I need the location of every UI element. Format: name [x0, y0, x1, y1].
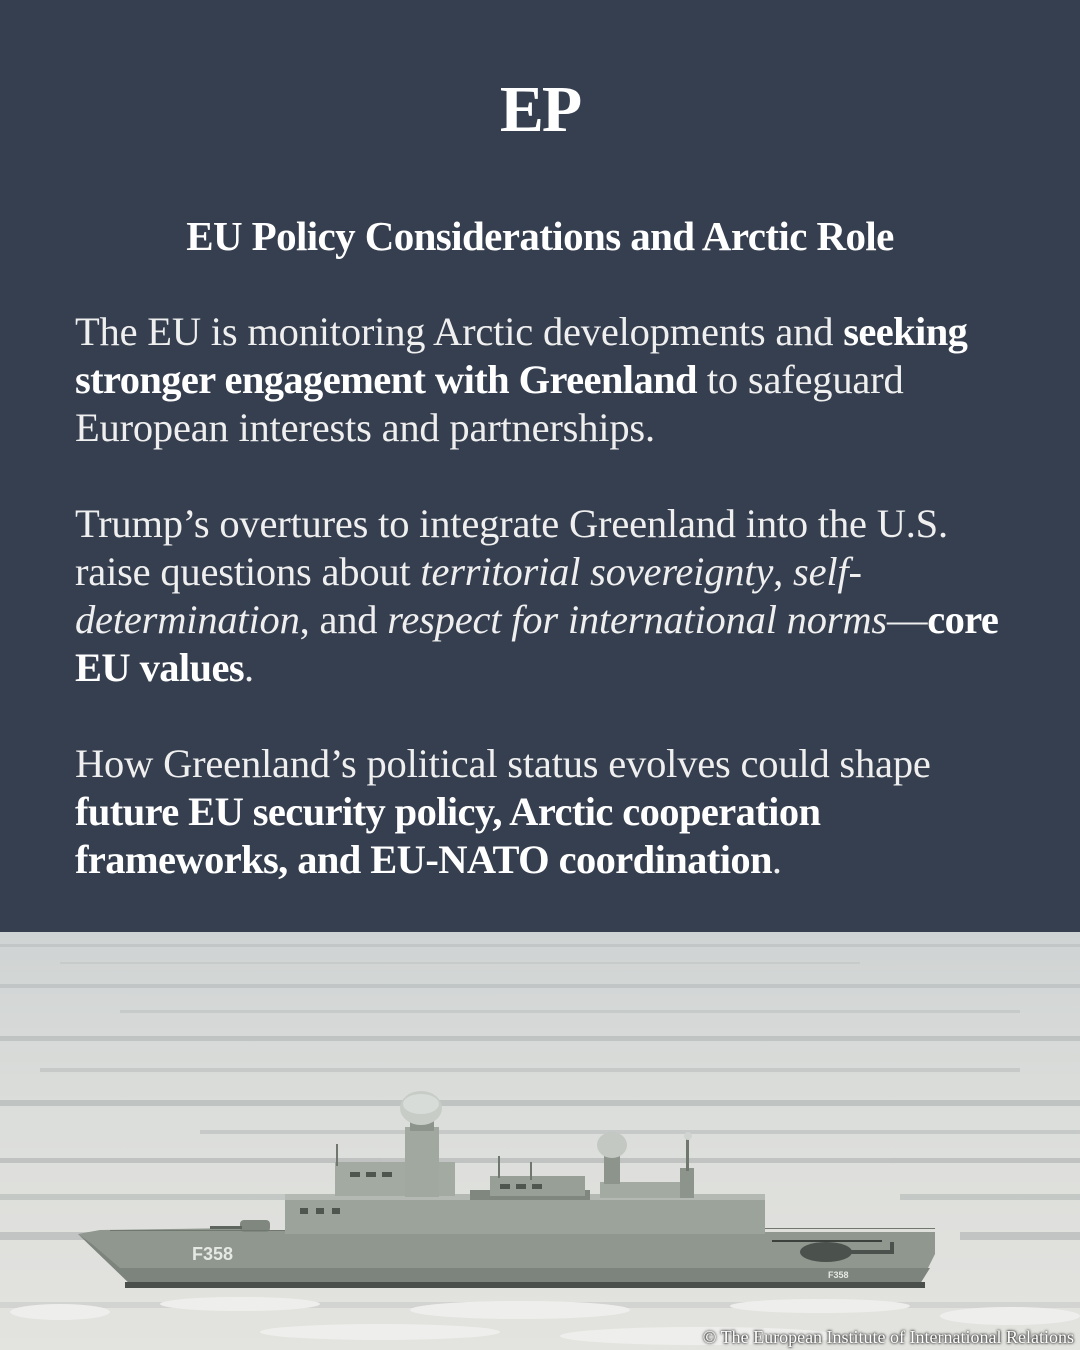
paragraph-arctic-monitoring [75, 308, 1025, 452]
paragraph-text: . [244, 645, 254, 690]
paragraph-text: , and [299, 597, 388, 642]
paragraph-emphasis: future EU security policy, Arctic cooperation frameworks, and EU-NATO coordination [75, 789, 821, 882]
ship-in-sea-ice-photo [0, 932, 1080, 1350]
paragraph-trump-overtures [75, 500, 1025, 692]
paragraph-italic: respect for international norms [387, 597, 887, 642]
paragraph-political-status [75, 740, 1025, 884]
paragraph-italic: territorial sovereignty [420, 549, 774, 594]
paragraph-text: How Greenland’s political status evolves could shape [75, 741, 931, 786]
paragraph-text: , [773, 549, 794, 594]
paragraph-emphasis: core EU values [75, 597, 999, 690]
brand-logo: EP [499, 73, 581, 146]
hull-number-stern: F358 [828, 1270, 849, 1280]
paragraph-text: — [886, 597, 928, 642]
photo-credit: © The European Institute of International Relations [702, 1327, 1074, 1347]
paragraph-text: The EU is monitoring Arctic developments and [75, 309, 844, 354]
paragraph-text: to safeguard European interests and partnerships. [75, 357, 904, 450]
paragraph-text: Trump’s overtures to integrate Greenland into the U.S. raise questions about [75, 501, 948, 594]
paragraph-text: . [771, 837, 782, 882]
page-title: EU Policy Considerations and Arctic Role [186, 213, 894, 259]
hull-number-bow: F358 [192, 1244, 234, 1264]
paragraph-italic: self-determination [75, 549, 862, 642]
paragraph-emphasis: seeking stronger engagement with Greenland [75, 309, 968, 402]
